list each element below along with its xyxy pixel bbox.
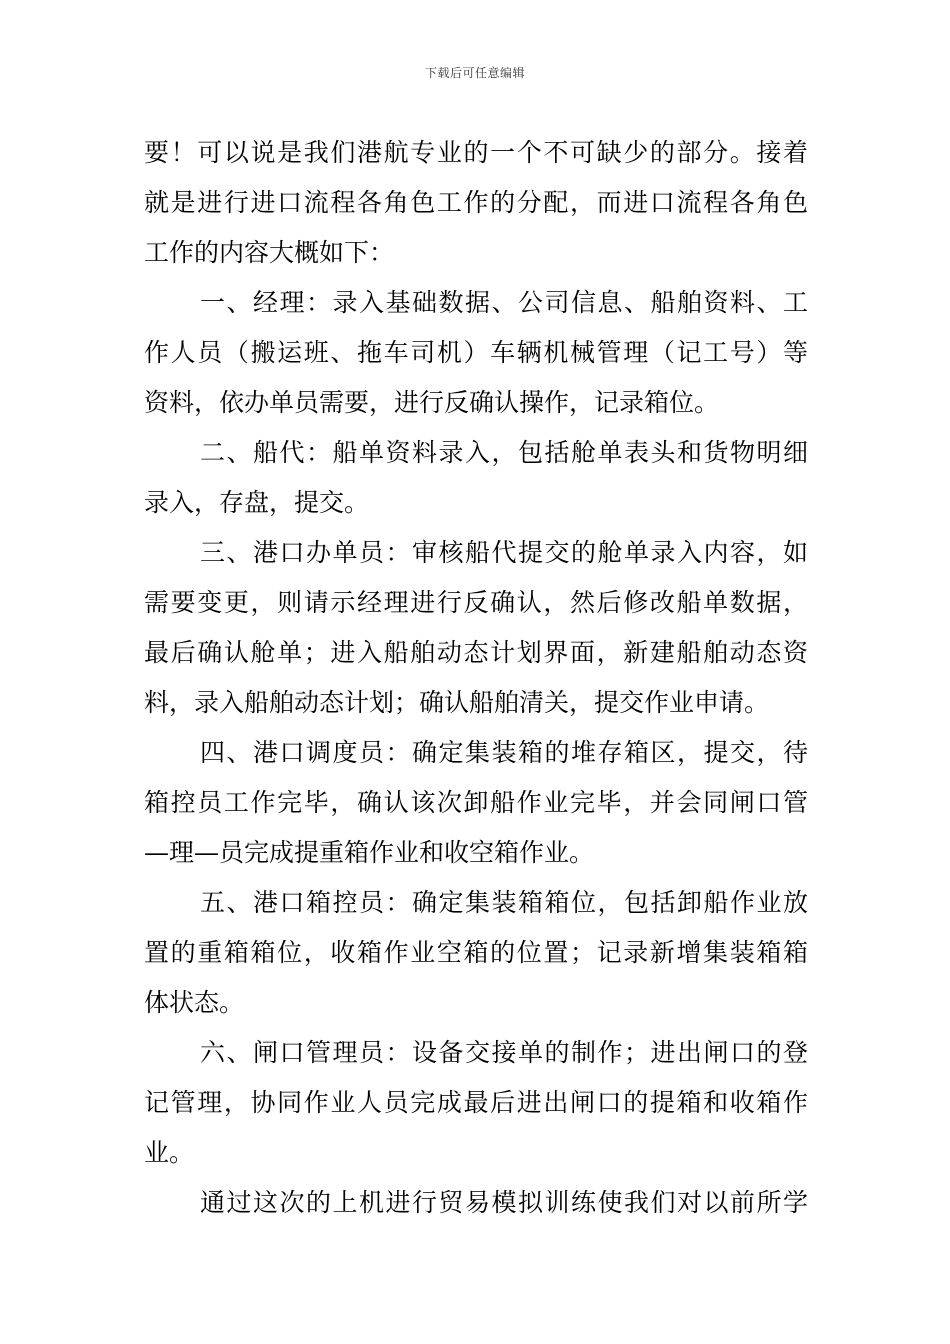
text-line: 一、经理：录入基础数据、公司信息、船舶资料、工: [200, 288, 808, 317]
text-line: 置的重箱箱位，收箱作业空箱的位置；记录新增集装箱箱: [144, 938, 808, 967]
text-line: 料，录入船舶动态计划；确认船舶清关，提交作业申请。: [144, 688, 770, 717]
text-line: 最后确认舱单；进入船舶动态计划界面，新建船舶动态资: [144, 638, 808, 667]
document-body: [144, 128, 808, 1228]
text-line: 业。: [144, 1138, 195, 1167]
text-line: —理—员完成提重箱作业和收空箱作业。: [144, 838, 595, 867]
text-line: 箱控员工作完毕，确认该次卸船作业完毕，并会同闸口管: [144, 788, 808, 817]
text-line: 资料，依办单员需要，进行反确认操作，记录箱位。: [144, 388, 720, 417]
text-line: 就是进行进口流程各角色工作的分配，而进口流程各角色: [144, 188, 808, 217]
text-line: 三、港口办单员：审核船代提交的舱单录入内容，如: [200, 538, 808, 567]
text-line: 四、港口调度员：确定集装箱的堆存箱区，提交，待: [200, 738, 808, 767]
text-line: 要！可以说是我们港航专业的一个不可缺少的部分。接着: [144, 138, 808, 167]
page-header-note: 下载后可任意编辑: [424, 66, 525, 80]
text-line: 录入，存盘，提交。: [144, 488, 370, 517]
text-line: 工作的内容大概如下：: [144, 238, 395, 267]
text-line: 六、闸口管理员：设备交接单的制作；进出闸口的登: [200, 1038, 808, 1067]
text-line: 记管理，协同作业人员完成最后进出闸口的提箱和收箱作: [144, 1088, 808, 1117]
text-line: 通过这次的上机进行贸易模拟训练使我们对以前所学: [200, 1188, 808, 1217]
text-line: 作人员（搬运班、拖车司机）车辆机械管理（记工号）等: [144, 338, 808, 367]
text-line: 二、船代：船单资料录入，包括舱单表头和货物明细: [200, 438, 808, 467]
text-line: 体状态。: [144, 988, 245, 1017]
text-line: 需要变更，则请示经理进行反确认，然后修改船单数据，: [144, 588, 808, 617]
text-line: 五、港口箱控员：确定集装箱箱位，包括卸船作业放: [200, 888, 808, 917]
